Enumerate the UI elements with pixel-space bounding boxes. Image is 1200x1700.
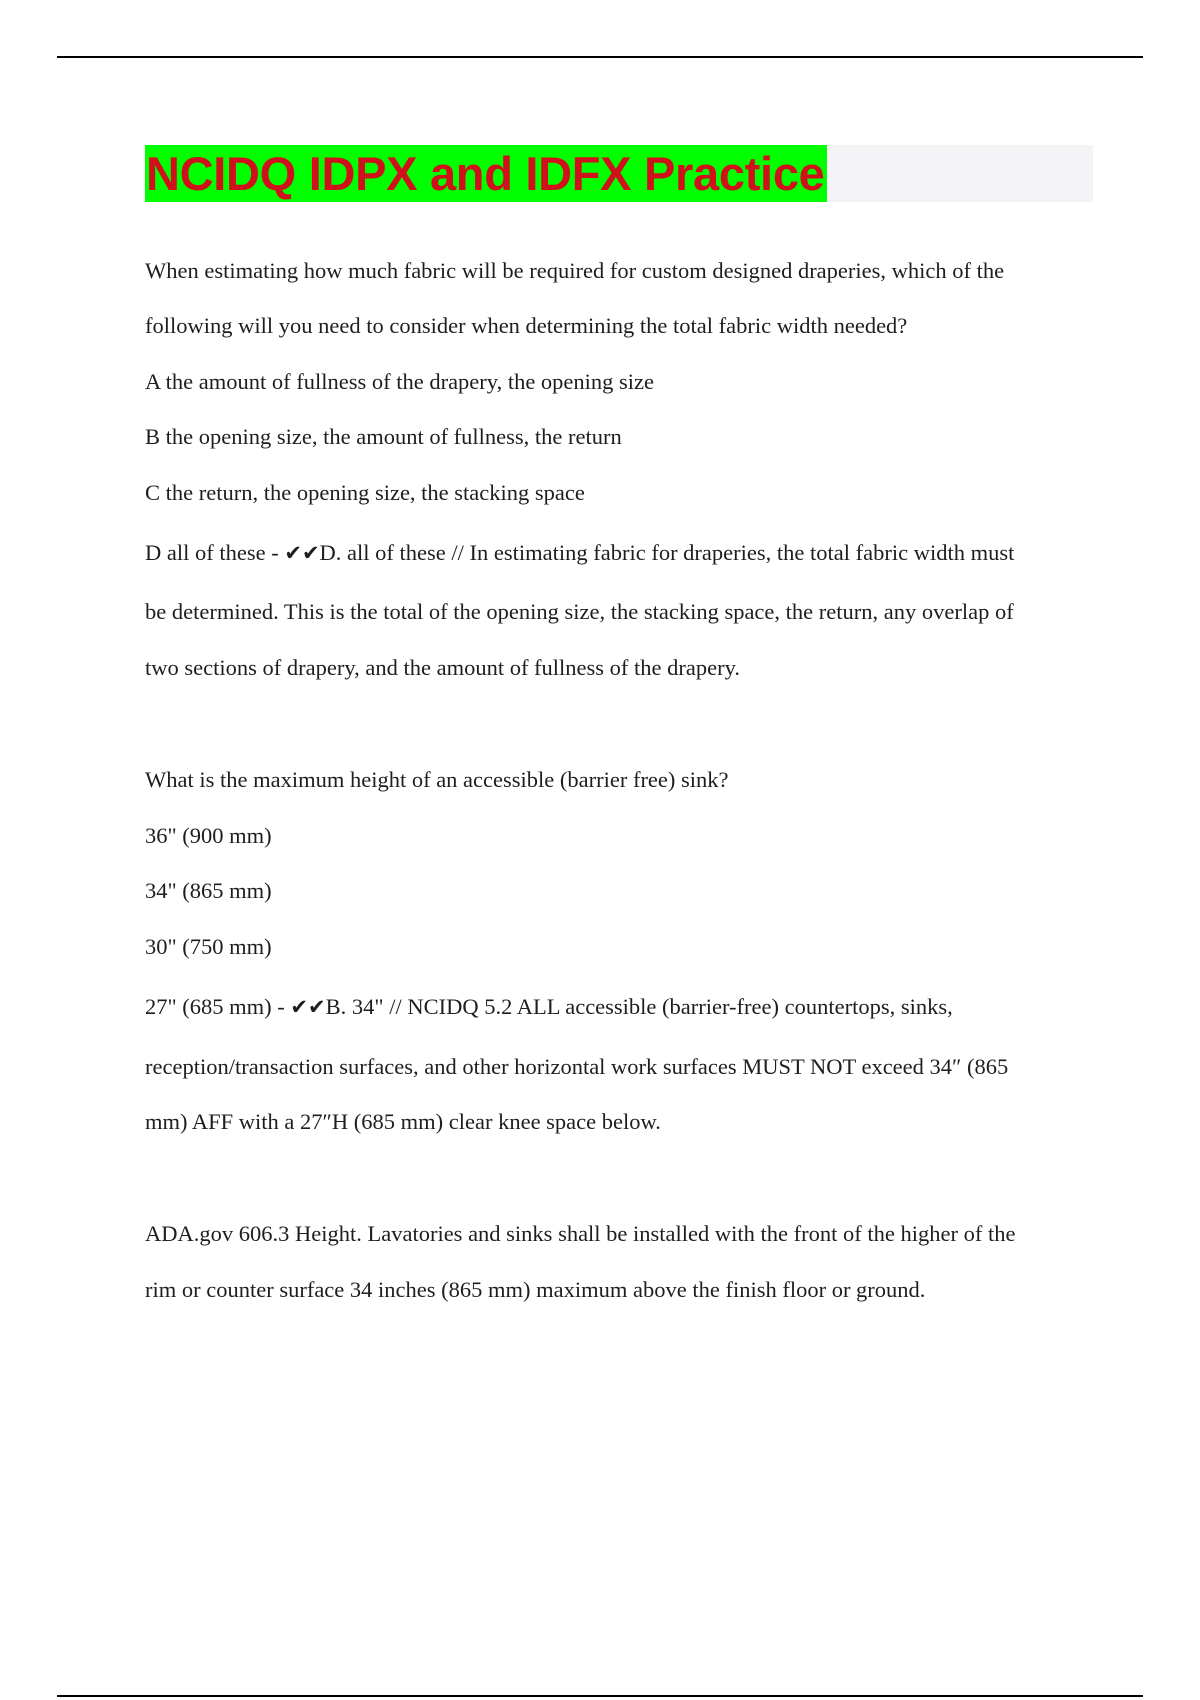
- check-icon: ✔✔: [290, 995, 326, 1019]
- question-2-text-line-1: What is the maximum height of an accessible (barrier free) sink?: [145, 767, 729, 792]
- question-1-answer-line-3: two sections of drapery, and the amount of fullness of the drapery.: [145, 655, 741, 680]
- question-1-text-line-2: following will you need to consider when determining the total fabric width needed?: [145, 313, 908, 338]
- question-2-note-line-1: ADA.gov 606.3 Height. Lavatories and sinks shall be installed with the front of the higher of the: [145, 1221, 1016, 1246]
- page-title: NCIDQ IDPX and IDFX Practice: [146, 147, 825, 200]
- question-1-option-a: A the amount of fullness of the drapery, the opening size: [145, 369, 655, 394]
- question-2-option-4: 27" (685 mm) -: [145, 994, 291, 1019]
- question-1-option-d: D all of these -: [145, 540, 285, 565]
- question-1-answer-line-2: be determined. This is the total of the opening size, the stacking space, the return, any overlap of: [145, 599, 1014, 624]
- question-2-answer-text: B. 34" // NCIDQ 5.2 ALL accessible (barrier-free) countertops, sinks,: [325, 994, 953, 1019]
- question-1-answer-text: D. all of these // In estimating fabric for draperies, the total fabric width must: [319, 540, 1015, 565]
- question-2-option-1: 36" (900 mm): [145, 823, 272, 848]
- question-2-answer-line-2: reception/transaction surfaces, and other horizontal work surfaces MUST NOT exceed 34″ (865: [145, 1054, 1009, 1079]
- check-icon: ✔✔: [284, 541, 320, 565]
- question-1-option-c: C the return, the opening size, the stacking space: [145, 480, 585, 505]
- question-1-text-line-1: When estimating how much fabric will be required for custom designed draperies, which of the: [145, 258, 1005, 283]
- question-2-answer-line-1: [145, 992, 953, 1022]
- question-2-answer-line-3: mm) AFF with a 27″H (685 mm) clear knee space below.: [145, 1109, 661, 1134]
- question-1-answer-line-1: [145, 538, 1014, 568]
- question-1-option-b: B the opening size, the amount of fullness, the return: [145, 424, 622, 449]
- question-2-option-3: 30" (750 mm): [145, 934, 272, 959]
- question-2-note-line-2: rim or counter surface 34 inches (865 mm) maximum above the finish floor or ground.: [145, 1277, 926, 1302]
- question-2-option-2: 34" (865 mm): [145, 878, 272, 903]
- top-rule: [57, 56, 1143, 58]
- bottom-rule: [57, 1695, 1143, 1697]
